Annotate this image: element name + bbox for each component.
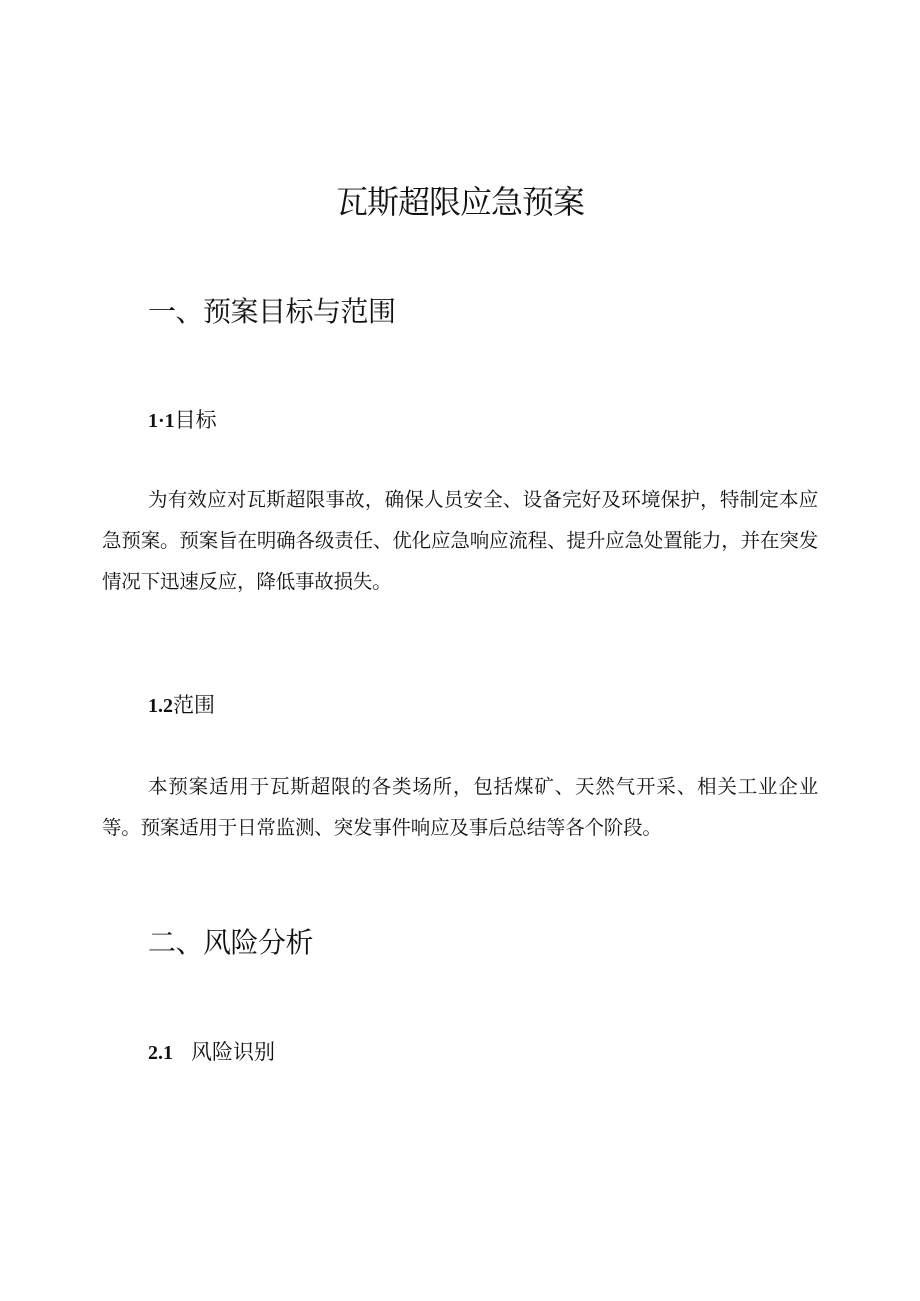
document-title: 瓦斯超限应急预案 <box>335 183 584 221</box>
subsection-number: 1.2 <box>148 695 173 717</box>
subsection-title: 目标 <box>174 408 217 432</box>
section-heading-goals-scope: 一、预案目标与范围 <box>148 295 396 328</box>
paragraph-goal: 为有效应对瓦斯超限事故，确保人员安全、设备完好及环境保护，特制定本应急预案。预案旨在明确各级责任、优化应急响应流程、提升应急处置能力，并在突发情况下迅速反应，降低事故损失。 <box>102 488 818 593</box>
paragraph-scope: 本预案适用于瓦斯超限的各类场所，包括煤矿、天然气开采、相关工业企业等。预案适用于日常监测、突发事件响应及事后总结等各个阶段。 <box>102 775 818 839</box>
subsection-number: 2.1 <box>148 1042 173 1064</box>
subsection-heading-risk-identification <box>148 1037 275 1068</box>
subsection-title: 风险识别 <box>191 1040 275 1064</box>
section-heading-risk-analysis: 二、风险分析 <box>148 926 314 959</box>
subsection-heading-goal <box>148 405 217 436</box>
subsection-number: 1·1 <box>148 410 175 432</box>
subsection-heading-scope <box>148 690 215 721</box>
subsection-title: 范围 <box>173 693 215 717</box>
